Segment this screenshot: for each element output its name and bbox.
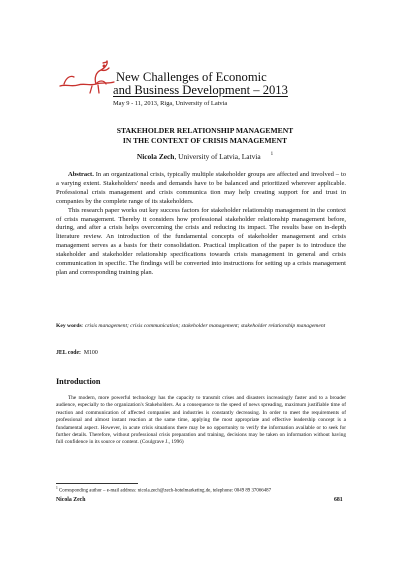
author-footnote-mark: 1 bbox=[270, 152, 274, 157]
paper-title-line2: IN THE CONTEXT OF CRISIS MANAGEMENT bbox=[122, 136, 288, 145]
jel-value: M100 bbox=[83, 350, 98, 356]
conference-title-line2: and Business Development – 2013 bbox=[113, 83, 288, 97]
conference-title bbox=[113, 71, 288, 97]
abstract-text-1: In an organizational crisis, typically multiple stakeholder groups are affected and involved – to a varying extent. Stakeholders' needs and demands have to be balanced and prioritized wherever applicable. Professional crisis management and crisis communica tion may help creating support for and trust in companies by the complete range of its stakeholders. bbox=[56, 171, 346, 205]
abstract-label: Abstract. bbox=[68, 171, 94, 178]
footnote bbox=[56, 486, 271, 494]
author-name: Nicola Zech bbox=[136, 152, 175, 161]
introduction-heading: Introduction bbox=[56, 377, 101, 386]
jel-code bbox=[56, 350, 98, 356]
footnote-mark: 1 bbox=[56, 486, 58, 490]
conference-date-location: May 9 - 11, 2013, Riga, University of Latvia bbox=[113, 100, 228, 107]
footer-page-number: 681 bbox=[334, 497, 343, 503]
keywords bbox=[56, 323, 346, 331]
footnote-text: Corresponding author – e-mail address: nicola.zech@zech-hotelmarketing.de, telephone: 0049 89 37066487 bbox=[57, 488, 272, 494]
paper-title bbox=[70, 126, 340, 146]
jel-label: JEL code: bbox=[56, 350, 81, 356]
introduction-paragraph-1: The modern, more powerful technology has the capacity to transmit crises and disasters increasingly faster and to a broader audience, especially to the organization's Stakeholders. As a consequence to the speed of news spreading, maximum justifiable time of reaction and communication of affected companies and industries is constantly decreasing. In order to meet the requirements of professional and almost instant reaction at the same time, applying the most appropriate and effective leadership concept is a fundamental aspect. However, in acute crisis situations there may be no opportunity to verify the information available or to seek for further details. Therefore, without professional crisis preparation and training, decisions may be taken on information without having full confidence in its source or content. (Coulgrave J., 1996) bbox=[56, 395, 346, 446]
keywords-label: Key words bbox=[56, 323, 82, 329]
abstract bbox=[56, 171, 346, 278]
abstract-paragraph-1 bbox=[56, 171, 346, 207]
author-line bbox=[90, 152, 320, 161]
footnote-divider bbox=[56, 483, 138, 484]
footer-author: Nicola Zech bbox=[56, 497, 86, 503]
abstract-paragraph-2: This research paper works out key success factors for stakeholder relationship management in the context of crisis management. Thereby it considers how professional stakeholder relationship management before, during, and after a crisis helps overcoming the crisis and reducing its impact. The results base on in-depth literature review. An introduction of the fundamental concepts of stakeholder management and crisis management serves as a basis for their consolidation. Practical implication of the paper is to introduce the stakeholder and stakeholder relationship specifications towards crisis management in general and crisis communication in specific. The findings will be converted into instructions for setting up a crisis management plan and corresponding training plan. bbox=[56, 206, 346, 276]
author-affiliation: , University of Latvia, Latvia bbox=[174, 152, 261, 161]
introduction-body bbox=[56, 395, 346, 447]
paper-title-line1: STAKEHOLDER RELATIONSHIP MANAGEMENT bbox=[116, 126, 294, 135]
conference-title-line1: New Challenges of Economic bbox=[116, 70, 267, 84]
keywords-values: : crisis management; crisis communication; stakeholder management; stakeholder relationship management bbox=[81, 323, 326, 329]
